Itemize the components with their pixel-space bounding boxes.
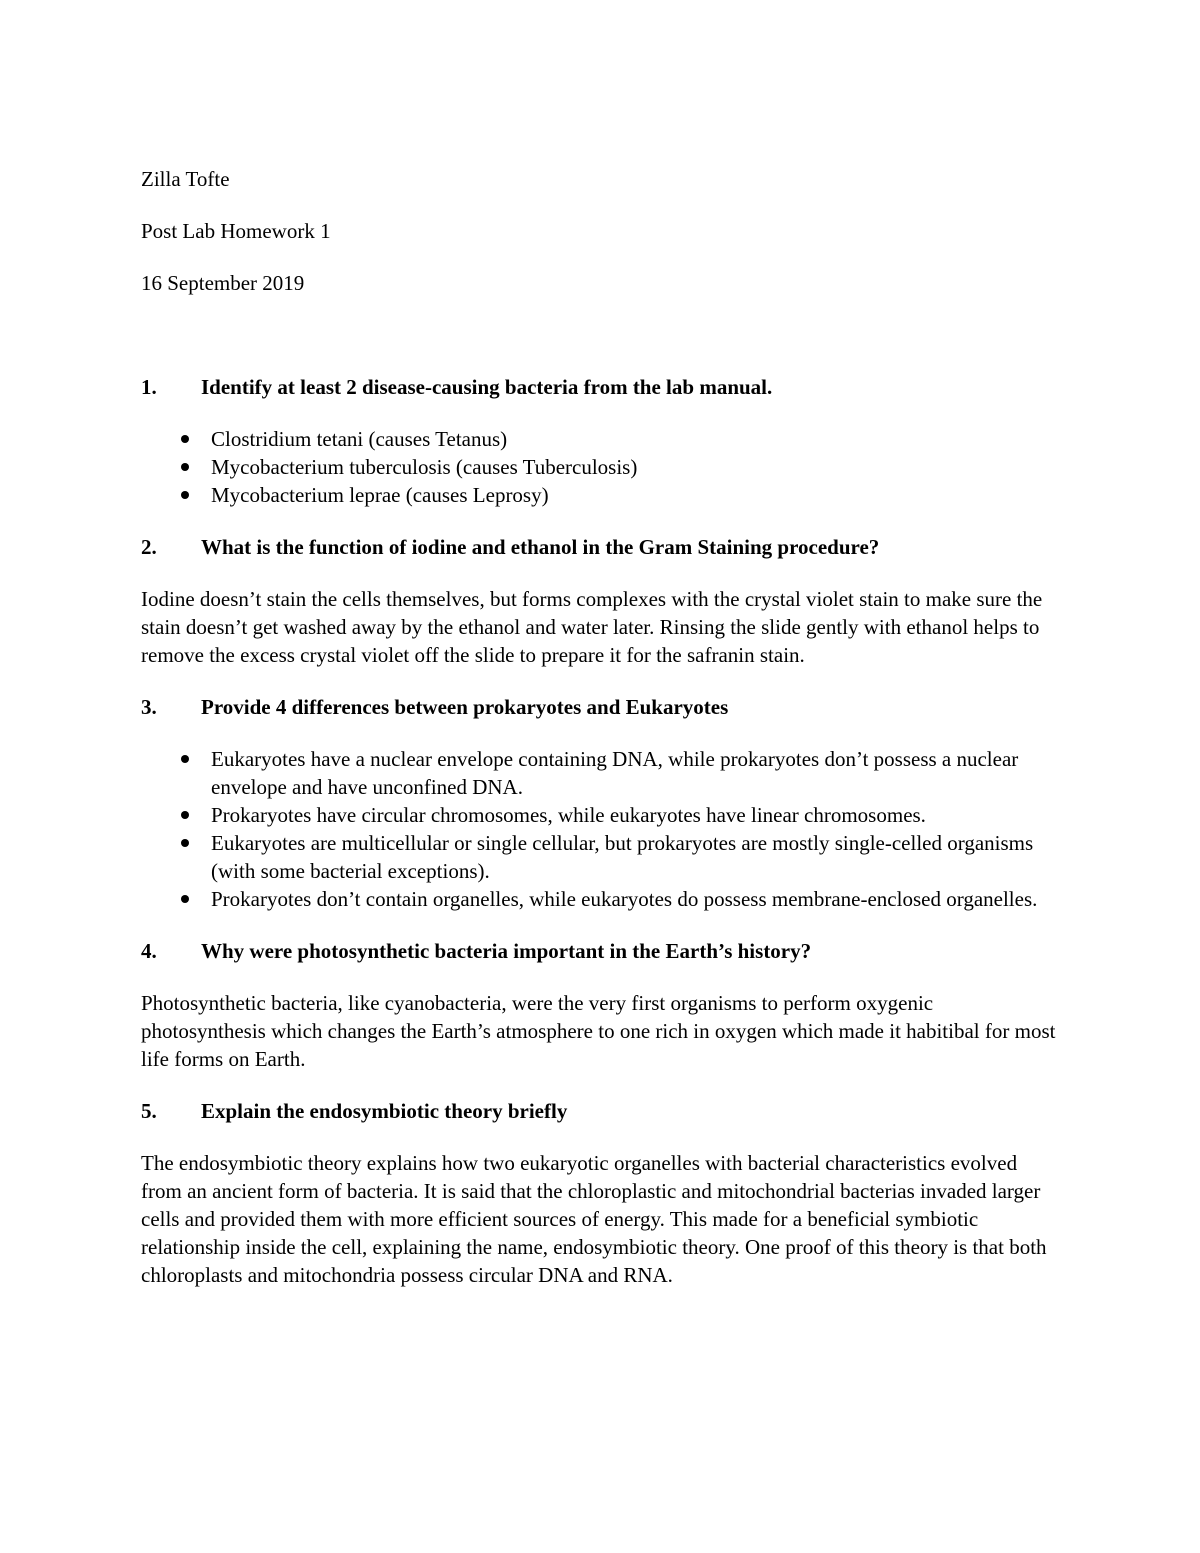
bullet-icon (141, 745, 211, 801)
list-item: Prokaryotes have circular chromosomes, while eukaryotes have linear chromosomes. (141, 801, 1061, 829)
question-1-text: Identify at least 2 disease-causing bacteria from the lab manual. (201, 375, 773, 399)
question-4-number: 4. (141, 939, 157, 963)
bullet-icon (141, 885, 211, 913)
bullet-icon (141, 481, 211, 509)
question-4-answer: Photosynthetic bacteria, like cyanobacteria, were the very first organisms to perform oxygenic photosynthesis which changes the Earth’s atmosphere to one rich in oxygen which made it habitibal for most life forms on Earth. (141, 991, 1056, 1071)
question-1-number: 1. (141, 375, 157, 399)
question-2-number: 2. (141, 535, 157, 559)
question-3-text: Provide 4 differences between prokaryotes and Eukaryotes (201, 695, 729, 719)
assignment-date: 16 September 2019 (141, 271, 305, 295)
question-1 (141, 373, 1061, 401)
question-2 (141, 533, 1061, 561)
question-3-number: 3. (141, 695, 157, 719)
question-1-answer-list (141, 425, 1061, 509)
question-3 (141, 693, 1061, 721)
question-5-number: 5. (141, 1099, 157, 1123)
document-body (141, 165, 1061, 1313)
question-4-text: Why were photosynthetic bacteria important in the Earth’s history? (201, 939, 812, 963)
bullet-icon (141, 829, 211, 885)
bullet-icon (141, 425, 211, 453)
question-4 (141, 937, 1061, 965)
question-2-text: What is the function of iodine and ethanol in the Gram Staining procedure? (201, 535, 880, 559)
list-item: Mycobacterium tuberculosis (causes Tuberculosis) (141, 453, 1061, 481)
assignment-title: Post Lab Homework 1 (141, 219, 331, 243)
student-name: Zilla Tofte (141, 167, 230, 191)
header-spacer (141, 321, 1061, 373)
question-5-text: Explain the endosymbiotic theory briefly (201, 1099, 568, 1123)
question-5-answer: The endosymbiotic theory explains how two eukaryotic organelles with bacterial characteristics evolved from an ancient form of bacteria. It is said that the chloroplastic and mitochondrial bacterias invaded larger cells and provided them with more efficient sources of energy. This made for a beneficial symbiotic relationship inside the cell, explaining the name, endosymbiotic theory. One proof of this theory is that both chloroplasts and mitochondria possess circular DNA and RNA. (141, 1151, 1047, 1287)
question-3-answer-list (141, 745, 1061, 913)
bullet-icon (141, 801, 211, 829)
question-2-answer: Iodine doesn’t stain the cells themselves, but forms complexes with the crystal violet stain to make sure the stain doesn’t get washed away by the ethanol and water later. Rinsing the slide gently with ethanol helps to remove the excess crystal violet off the slide to prepare it for the safranin stain. (141, 587, 1043, 667)
list-item: Eukaryotes are multicellular or single cellular, but prokaryotes are mostly single-celled organisms (with some bacterial exceptions). (141, 829, 1061, 885)
list-item: Eukaryotes have a nuclear envelope containing DNA, while prokaryotes don’t possess a nuclear envelope and have unconfined DNA. (141, 745, 1061, 801)
list-item: Clostridium tetani (causes Tetanus) (141, 425, 1061, 453)
list-item: Mycobacterium leprae (causes Leprosy) (141, 481, 1061, 509)
bullet-icon (141, 453, 211, 481)
list-item: Prokaryotes don’t contain organelles, while eukaryotes do possess membrane-enclosed organelles. (141, 885, 1061, 913)
question-5 (141, 1097, 1061, 1125)
